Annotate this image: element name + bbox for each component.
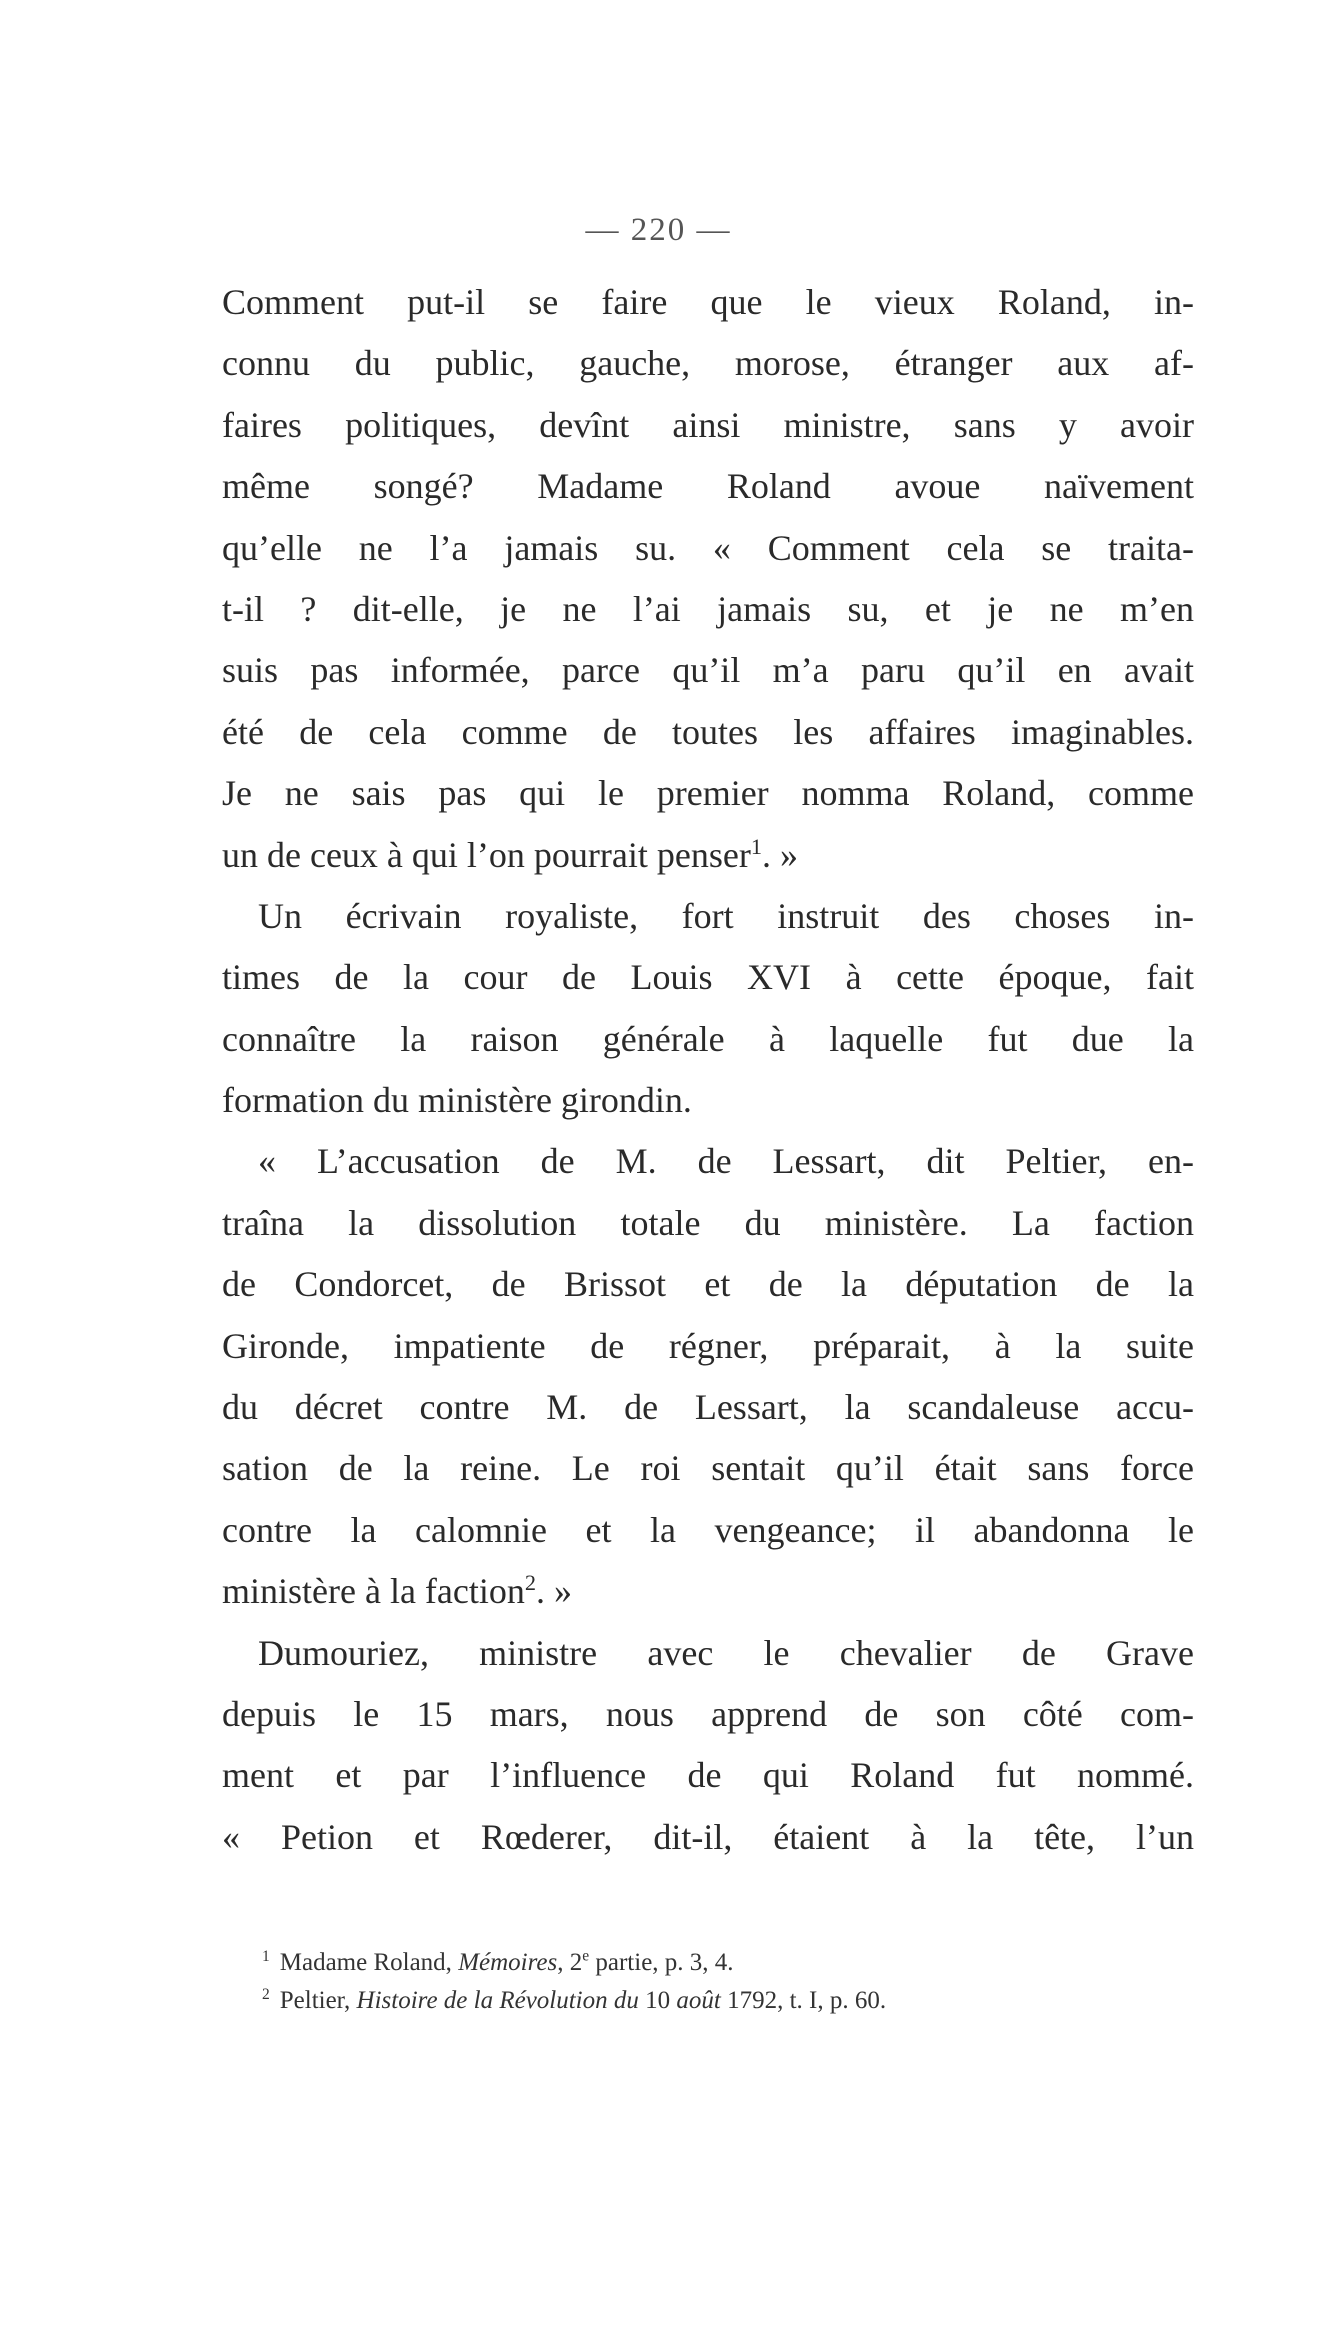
text-line: Comment put-il se faire que le vieux Roland, in- bbox=[222, 282, 1194, 322]
footnote-text: 10 bbox=[638, 1987, 677, 2014]
text-line: du décret contre M. de Lessart, la scandaleuse accu- bbox=[222, 1387, 1194, 1428]
text-line: t-il ? dit-elle, je ne l’ai jamais su, et je ne m’en bbox=[222, 588, 1194, 629]
text-line bbox=[222, 1561, 1194, 1622]
text-line: depuis le 15 mars, nous apprend de son côté com- bbox=[222, 1693, 1194, 1734]
text-line: faires politiques, devînt ainsi ministre, sans y avoir bbox=[222, 404, 1194, 445]
text-line: connu du public, gauche, morose, étranger aux af- bbox=[222, 343, 1194, 384]
line-tail: . » bbox=[761, 834, 798, 875]
text-line: formation du ministère girondin. bbox=[222, 1080, 692, 1121]
text-line: même songé? Madame Roland avoue naïvement bbox=[222, 466, 1194, 507]
footnotes bbox=[262, 1944, 1234, 2020]
footnote-text: Madame Roland, bbox=[279, 1949, 459, 1976]
text-line: « L’accusation de M. de Lessart, dit Peltier, en- bbox=[258, 1141, 1194, 1182]
text-line: connaître la raison générale à laquelle fut due la bbox=[222, 1018, 1194, 1059]
footnote-text: 1792, t. I, p. 60. bbox=[720, 1987, 887, 2014]
line-text: ministère à la faction bbox=[222, 1571, 525, 1612]
footnote-ref: 2 bbox=[524, 1570, 537, 1596]
footnote bbox=[262, 1982, 1234, 2020]
text-line: été de cela comme de toutes les affaires imaginables. bbox=[222, 711, 1194, 752]
text-line: Je ne sais pas qui le premier nomma Roland, comme bbox=[222, 773, 1194, 814]
text-line: Gironde, impatiente de régner, préparait, à la suite bbox=[222, 1325, 1194, 1366]
text-line: suis pas informée, parce qu’il m’a paru qu’il en avait bbox=[222, 650, 1194, 691]
body-text bbox=[222, 272, 1194, 1868]
text-line: qu’elle ne l’a jamais su. « Comment cela se traita- bbox=[222, 527, 1194, 568]
text-line: times de la cour de Louis XVI à cette époque, fait bbox=[222, 957, 1194, 998]
footnote-text: partie, p. 3, 4. bbox=[589, 1949, 734, 1976]
text-line: de Condorcet, de Brissot et de la députation de la bbox=[222, 1264, 1194, 1305]
text-line: « Petion et Rœderer, dit-il, étaient à la tête, l’un bbox=[222, 1816, 1194, 1857]
footnote-text: Peltier, bbox=[279, 1987, 357, 2014]
footnote-mark: 1 bbox=[262, 1947, 270, 1965]
text-line: traîna la dissolution totale du ministère. La faction bbox=[222, 1202, 1194, 1243]
footnote-mark: 2 bbox=[262, 1985, 270, 2003]
footnote bbox=[262, 1944, 1234, 1982]
text-line: Dumouriez, ministre avec le chevalier de Grave bbox=[258, 1632, 1194, 1673]
line-text: un de ceux à qui l’on pourrait penser bbox=[222, 834, 751, 875]
footnote-superscript: e bbox=[582, 1947, 590, 1965]
text-line bbox=[222, 825, 1194, 886]
text-line: sation de la reine. Le roi sentait qu’il était sans force bbox=[222, 1448, 1194, 1489]
footnote-ref: 1 bbox=[750, 833, 762, 859]
footnote-title: Histoire de la Révolution du bbox=[356, 1987, 639, 2014]
text-line: ment et par l’influence de qui Roland fut nommé. bbox=[222, 1755, 1194, 1796]
text-line: contre la calomnie et la vengeance; il abandonna le bbox=[222, 1509, 1194, 1550]
footnote-text: , 2 bbox=[557, 1949, 583, 1976]
text-line: Un écrivain royaliste, fort instruit des choses in- bbox=[258, 895, 1194, 936]
footnote-date: août bbox=[676, 1987, 721, 2014]
page-number: — 220 — bbox=[585, 212, 732, 248]
footnote-title: Mémoires bbox=[458, 1949, 558, 1976]
line-tail: . » bbox=[536, 1571, 573, 1612]
